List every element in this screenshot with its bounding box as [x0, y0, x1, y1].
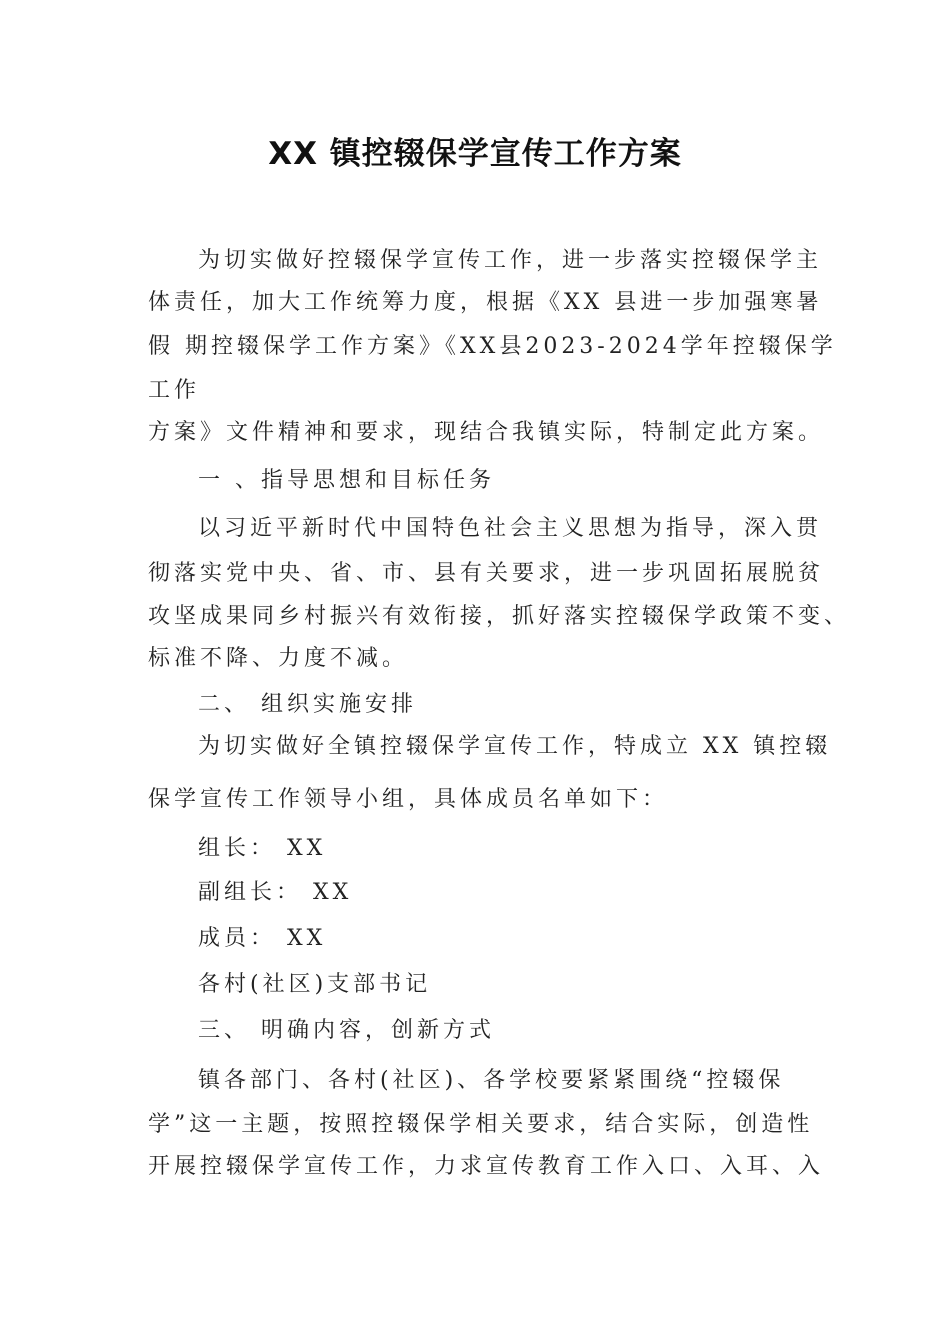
paragraph-line: 彻落实党中央、省、市、县有关要求，进一步巩固拓展脱贫 — [148, 561, 825, 586]
paragraph-line: 假 期控辍保学工作方案》《XX县2023-2024学年控辍保学 — [148, 334, 837, 359]
member-line: 成员： XX — [198, 926, 327, 951]
paragraph-line: 为切实做好全镇控辍保学宣传工作，特成立 XX 镇控辍 — [198, 734, 832, 759]
document-title: XX 镇控辍保学宣传工作方案 — [268, 136, 682, 172]
paragraph-line: 保学宣传工作领导小组，具体成员名单如下： — [148, 787, 669, 812]
paragraph-line: 攻坚成果同乡村振兴有效衔接，抓好落实控辍保学政策不变、 — [148, 604, 851, 629]
paragraph-line: 体责任，加大工作统筹力度，根据《XX 县进一步加强寒暑 — [148, 290, 823, 315]
section-heading: 三、 明确内容，创新方式 — [198, 1018, 495, 1043]
paragraph-line: 方案》文件精神和要求，现结合我镇实际，特制定此方案。 — [148, 420, 825, 445]
paragraph-line: 镇各部门、各村(社区)、各学校要紧紧围绕“控辍保 — [198, 1068, 785, 1093]
section-heading: 一 、指导思想和目标任务 — [198, 468, 495, 493]
paragraph-line: 为切实做好控辍保学宣传工作，进一步落实控辍保学主 — [198, 248, 823, 273]
paragraph-line: 以习近平新时代中国特色社会主义思想为指导，深入贯 — [198, 516, 823, 541]
paragraph-line: 工作 — [148, 378, 201, 403]
paragraph-line: 标准不降、力度不减。 — [148, 646, 409, 671]
member-line: 各村(社区)支部书记 — [198, 972, 432, 997]
paragraph-line: 学”这一主题，按照控辍保学相关要求，结合实际，创造性 — [148, 1112, 814, 1137]
member-line: 副组长： XX — [198, 880, 353, 905]
member-line: 组长： XX — [198, 836, 327, 861]
section-heading: 二、 组织实施安排 — [198, 692, 417, 717]
paragraph-line: 开展控辍保学宣传工作，力求宣传教育工作入口、入耳、入 — [148, 1154, 825, 1179]
